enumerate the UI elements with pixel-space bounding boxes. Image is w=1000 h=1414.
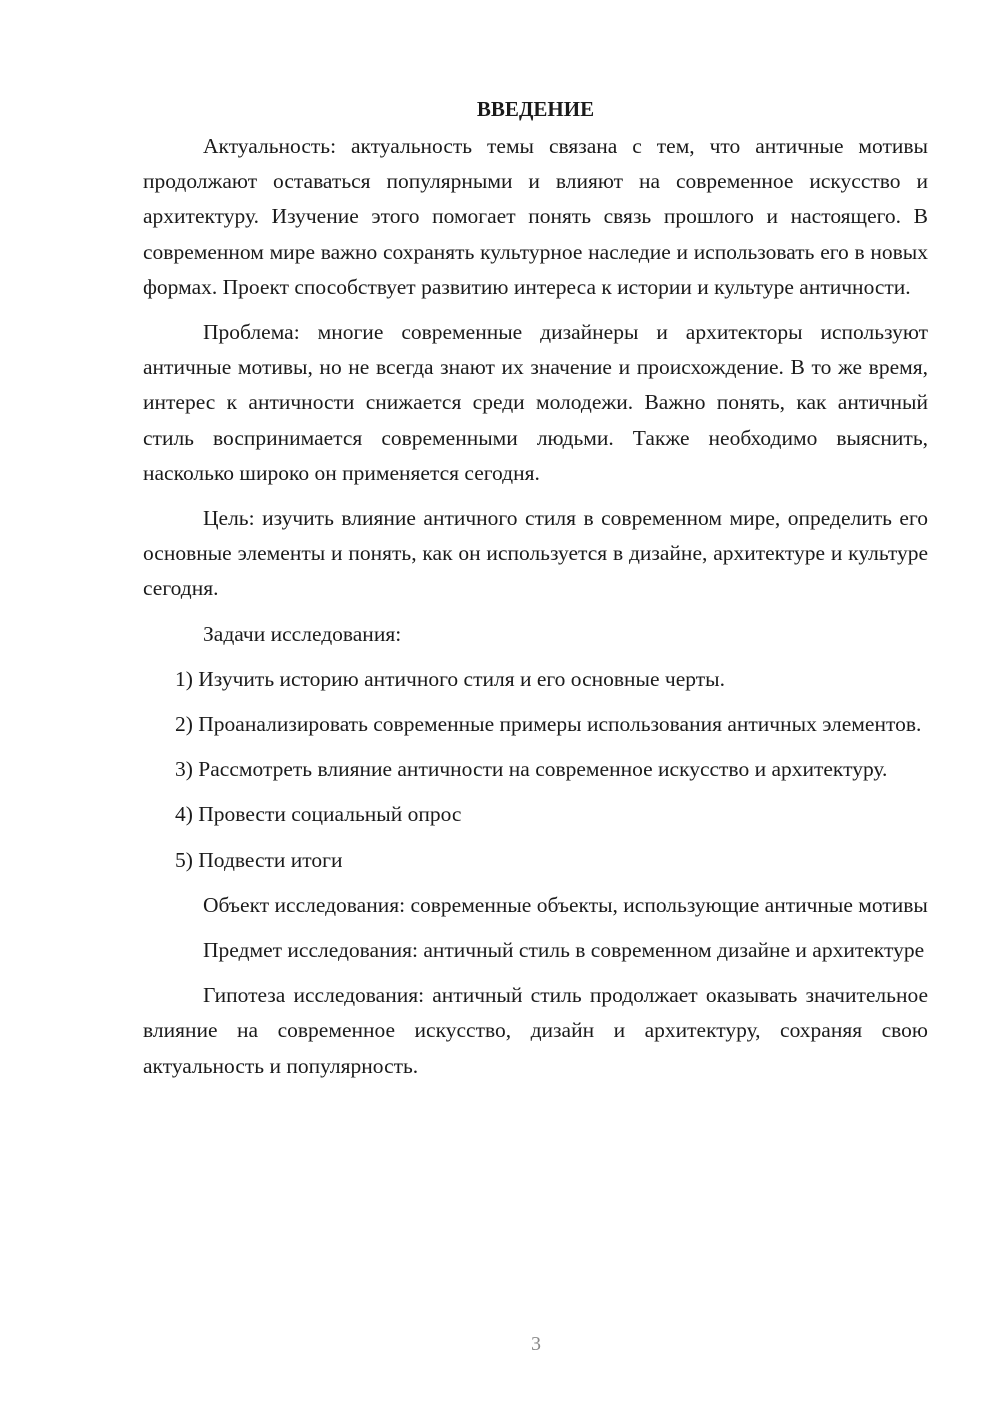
relevance-paragraph: Актуальность: актуальность темы связана с тем, что античные мотивы продолжают оставаться популярными и влияют на современное искусство и архитектуру. Изучение этого помогает понять связь прошлого и настоящего. В современном мире важно сохранять культурное наследие и использовать его в новых формах. Проект способствует развитию интереса к истории и культуре античности. [143,134,928,299]
hypothesis-paragraph: Гипотеза исследования: античный стиль продолжает оказывать значительное влияние на современное искусство, дизайн и архитектуру, сохраняя свою актуальность и популярность. [143,983,928,1078]
task-item-3: 3) Рассмотреть влияние античности на современное искусство и архитектуру. [175,757,888,782]
tasks-heading: Задачи исследования: [203,621,402,646]
task-item-2: 2) Проанализировать современные примеры использования античных элементов. [175,712,922,737]
goal-paragraph: Цель: изучить влияние античного стиля в современном мире, определить его основные элементы и понять, как он используется в дизайне, архитектуре и культуре сегодня. [143,506,928,601]
subject-paragraph: Предмет исследования: античный стиль в современном дизайне и архитектуре [203,938,925,963]
object-paragraph: Объект исследования: современные объекты, использующие античные мотивы [203,892,928,917]
page-number: 3 [531,1333,541,1355]
task-item-4: 4) Провести социальный опрос [175,802,462,827]
page-title: ВВЕДЕНИЕ [476,97,595,121]
task-item-1: 1) Изучить историю античного стиля и его основные черты. [175,666,725,691]
problem-paragraph: Проблема: многие современные дизайнеры и архитекторы используют античные мотивы, но не всегда знают их значение и происхождение. В то же время, интерес к античности снижается среди молодежи. Важно понять, как античный стиль воспринимается современными людьми. Также необходимо выяснить, насколько широко он применяется сегодня. [143,320,928,485]
document-body [143,92,928,1094]
task-item-5: 5) Подвести итоги [175,847,343,872]
